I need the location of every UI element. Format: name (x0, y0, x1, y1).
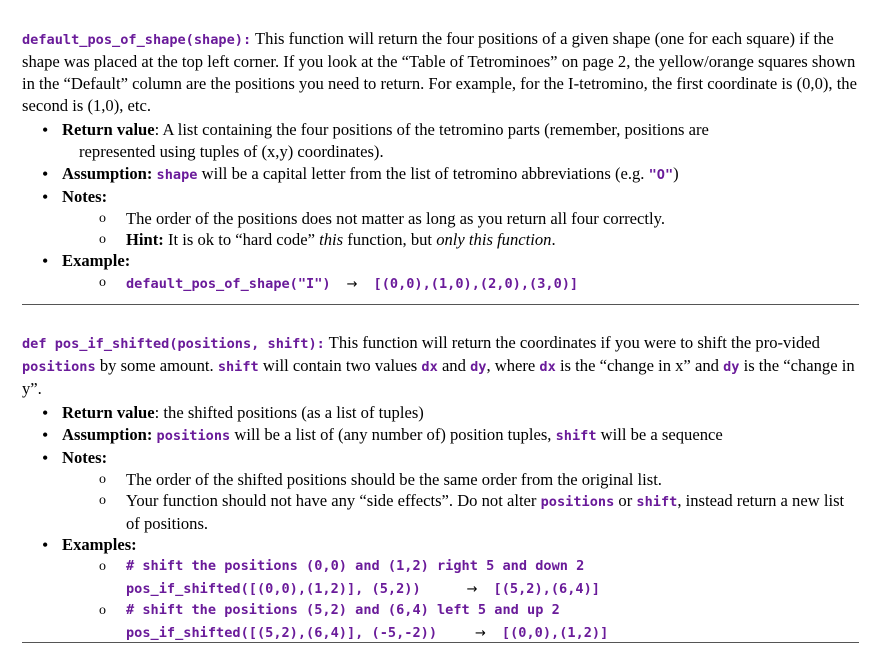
assumption-code-example: "O" (648, 167, 674, 183)
notes-item (62, 447, 859, 534)
hint-item (126, 229, 859, 250)
intro-text: , where (486, 356, 540, 375)
inline-code: dx (539, 359, 556, 375)
assumption-text: will be a capital letter from the list of tetromino abbreviations (e.g. (197, 164, 649, 183)
section-intro (22, 28, 859, 117)
return-text: : the shifted positions (as a list of tuples) (154, 403, 424, 422)
assumption-end: will be a sequence (596, 425, 723, 444)
hint-emphasis: only this function (436, 230, 552, 249)
example-entry (126, 556, 859, 600)
return-value-item (62, 402, 859, 424)
example-call: default_pos_of_shape("I") (126, 276, 331, 292)
hint-text: function, but (343, 230, 437, 249)
intro-text: and (437, 356, 471, 375)
assumption-code: shift (555, 428, 597, 444)
intro-text: is the “change in y”. (22, 356, 855, 398)
bullet-list (22, 119, 859, 295)
inline-code: positions (540, 494, 615, 510)
note-item: o The order of the shifted positions should be the same order from the original list. (126, 469, 859, 490)
return-label: Return value (62, 403, 155, 422)
hint-label: Hint: (126, 230, 164, 249)
assumption-code: shape (156, 167, 198, 183)
section-divider (22, 304, 859, 305)
bullet-list (22, 402, 859, 644)
inline-code: shift (217, 359, 259, 375)
example-code-line (126, 577, 859, 600)
return-value-item (62, 119, 859, 163)
section-intro (22, 332, 859, 400)
example-comment: o # shift the positions (5,2) and (6,4) left 5 and up 2 (126, 602, 560, 618)
hint-text: . (551, 230, 556, 249)
notes-label: Notes: (62, 448, 108, 467)
examples-item (62, 534, 859, 644)
note-text: or (614, 491, 637, 510)
note-text: , instead return a new list of positions. (126, 491, 845, 533)
function-signature: def pos_if_shifted(positions, shift): (22, 336, 325, 352)
notes-label: Notes: (62, 187, 108, 206)
example-item (62, 250, 859, 295)
example-result: [(0,0),(1,2)] (501, 625, 609, 641)
return-text-continued: represented using tuples of (x,y) coordinates). (79, 142, 384, 161)
intro-text: by some amount. (95, 356, 218, 375)
function-signature: default_pos_of_shape(shape): (22, 32, 252, 48)
arrow-icon: → (346, 277, 358, 292)
section-default-pos-of-shape (22, 28, 859, 295)
hint-emphasis: this (319, 230, 344, 249)
assumption-code: positions (156, 428, 231, 444)
section-pos-if-shifted (22, 332, 859, 644)
note-item: o The order of the positions does not matter as long as you return all four correctly. (126, 208, 859, 229)
return-label: Return value (62, 120, 155, 139)
example-list (62, 272, 859, 295)
example-label: Example: (62, 251, 131, 270)
example-code-line (126, 621, 859, 644)
inline-code: dx (421, 359, 438, 375)
inline-code: positions (22, 359, 96, 375)
assumption-label: Assumption: (62, 164, 153, 183)
notes-list (62, 469, 859, 534)
examples-list (62, 556, 859, 644)
assumption-label: Assumption: (62, 425, 153, 444)
inline-code: dy (723, 359, 740, 375)
example-result: [(5,2),(6,4)] (493, 581, 600, 597)
intro-text: will contain two values (258, 356, 422, 375)
assumption-text: will be a list of (any number of) position tuples, (230, 425, 556, 444)
assumption-end: ) (673, 164, 679, 183)
arrow-icon: → (466, 582, 478, 597)
notes-item (62, 186, 859, 250)
example-entry (126, 600, 859, 644)
assumption-item (62, 163, 859, 186)
intro-text: This function will return the four positions of a given shape (one for each square) if the shape was placed at the top left corner. If you look at the “Table of Tetrominoes” on page 2, the yellow/orange squares shown in the “Default” column are the positions you need to return. For example, for the I-tetromino, the first coordinate is (0,0), the second is (1,0), etc. (22, 29, 857, 115)
example-code-line (126, 272, 859, 295)
notes-list (62, 208, 859, 250)
inline-code: dy (470, 359, 487, 375)
example-result: [(0,0),(1,0),(2,0),(3,0)] (373, 276, 579, 292)
examples-label: Examples: (62, 535, 137, 554)
example-call: pos_if_shifted([(0,0),(1,2)], (5,2)) (126, 581, 421, 597)
intro-text: This function will return the coordinates if you were to shift the pro-vided (324, 333, 820, 352)
return-text: : A list containing the four positions of the tetromino parts (remember, positions are (154, 120, 709, 139)
section-divider (22, 642, 859, 643)
example-comment: o # shift the positions (0,0) and (1,2) right 5 and down 2 (126, 558, 585, 574)
intro-text: is the “change in x” and (555, 356, 724, 375)
note-item (126, 490, 859, 534)
arrow-icon: → (475, 626, 486, 641)
note-text: Your function should not have any “side effects”. Do not alter (126, 491, 541, 510)
hint-text: It is ok to “hard code” (163, 230, 320, 249)
example-call: pos_if_shifted([(5,2),(6,4)], (-5,-2)) (126, 625, 437, 641)
assumption-item (62, 424, 859, 447)
inline-code: shift (636, 494, 678, 510)
